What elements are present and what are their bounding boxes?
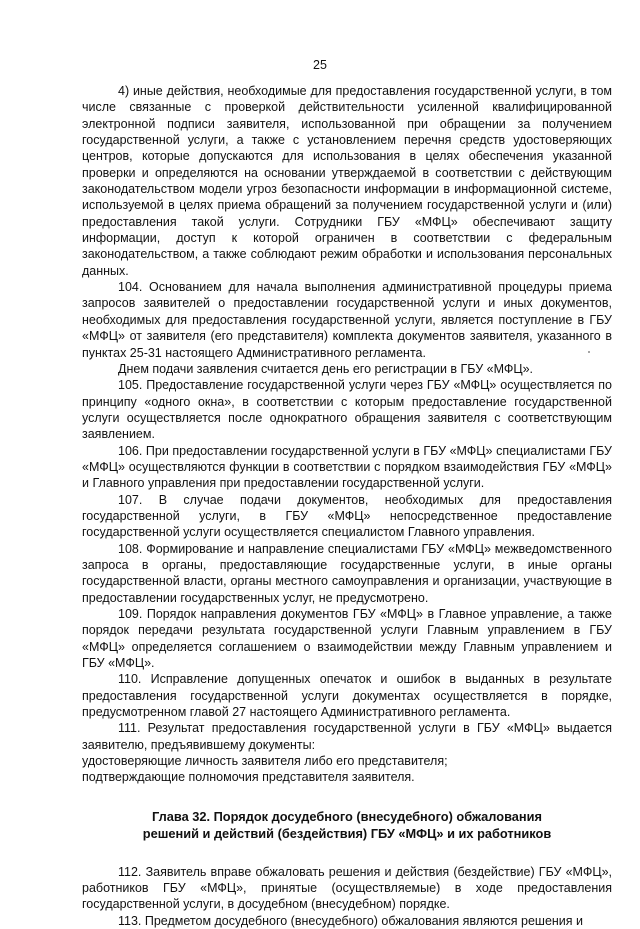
paragraph-111: 111. Результат предоставления государственной услуги в ГБУ «МФЦ» выдается заявителю, предъявившему документы: bbox=[82, 721, 612, 752]
paragraph-submission-date: Днем подачи заявления считается день его регистрации в ГБУ «МФЦ». bbox=[118, 361, 534, 376]
document-body bbox=[82, 83, 612, 929]
page-number: 25 bbox=[313, 58, 327, 72]
list-item-authority-documents: подтверждающие полномочия представителя заявителя. bbox=[82, 770, 415, 785]
chapter-heading-line-2: решений и действий (бездействия) ГБУ «МФЦ» и их работников bbox=[142, 825, 552, 841]
paragraph-109: 109. Порядок направления документов ГБУ «МФЦ» в Главное управление, а также порядок передачи результата государственной услуги Главным управлением в ГБУ «МФЦ» определяется соглашением о взаимодействии между Главным управлением и ГБУ «МФЦ». bbox=[82, 607, 612, 671]
paragraph-103-item-4: 4) иные действия, необходимые для предоставления государственной услуги, в том числе связанные с проверкой действительности усиленной квалифицированной электронной подписи заявителя, использованной при обращении за получением государственной услуги, а также с установлением перечня средств удостоверяющих центров, которые допускаются для использования в целях обеспечения указанной проверки и определяются на основании утверждаемой в соответствии с действующим законодательством модели угроз безопасности информации в информационной системе, используемой в целях приема обращений за получением государственной услуги и (или) предоставления такой услуги. Сотрудники ГБУ «МФЦ» обеспечивают защиту информации, доступ к которой ограничен в соответствии с федеральным законодательством, а также соблюдают режим обработки и использования персональных данных. bbox=[82, 84, 612, 278]
paragraph-105: 105. Предоставление государственной услуги через ГБУ «МФЦ» осуществляется по принципу «одного окна», в соответствии с которым предоставление государственной услуги осуществляется после однократного обращения заявителя с соответствующим заявлением. bbox=[82, 378, 612, 442]
list-item-identity-documents: удостоверяющие личность заявителя либо его представителя; bbox=[82, 754, 448, 769]
chapter-heading-line-1: Глава 32. Порядок досудебного (внесудебного) обжалования bbox=[152, 808, 542, 824]
paragraph-107: 107. В случае подачи документов, необходимых для предоставления государственной услуги, в ГБУ «МФЦ» непосредственное предоставление государственной услуги осуществляется специалистом Главного управления. bbox=[82, 492, 612, 540]
paragraph-110: 110. Исправление допущенных опечаток и ошибок в выданных в результате предоставления государственной услуги документах осуществляется в порядке, предусмотренном главой 27 настоящего Административного регламента. bbox=[82, 672, 612, 720]
paragraph-106: 106. При предоставлении государственной услуги в ГБУ «МФЦ» специалистами ГБУ «МФЦ» осуществляются функции в соответствии с порядком взаимодействия ГБУ «МФЦ» и Главного управления при предоставлении государственной услуги. bbox=[82, 443, 612, 491]
paragraph-108: 108. Формирование и направление специалистами ГБУ «МФЦ» межведомственного запроса в органы, предоставляющие государственные услуги, в иные органы государственной власти, органы местного самоуправления и организации, участвующие в предоставлении государственных услуг, не предусмотрено. bbox=[82, 541, 612, 605]
paragraph-104: 104. Основанием для начала выполнения административной процедуры приема запросов заявителей о предоставлении государственной услуги и иных документов, необходимых для предоставления государственной услуги, является поступление в ГБУ «МФЦ» от заявителя (его представителя) комплекта документов заявителя, указанного в пунктах 25-31 настоящего Административного регламента. bbox=[82, 280, 612, 360]
paragraph-112: 112. Заявитель вправе обжаловать решения и действия (бездействие) ГБУ «МФЦ», работников ГБУ «МФЦ», принятые (осуществляемые) в ходе предоставления государственной услуги, в досудебном (внесудебном) порядке. bbox=[82, 864, 612, 912]
paragraph-113: 113. Предметом досудебного (внесудебного) обжалования являются решения и bbox=[118, 913, 584, 928]
scan-speck bbox=[588, 351, 590, 353]
chapter-32-heading bbox=[82, 808, 612, 842]
